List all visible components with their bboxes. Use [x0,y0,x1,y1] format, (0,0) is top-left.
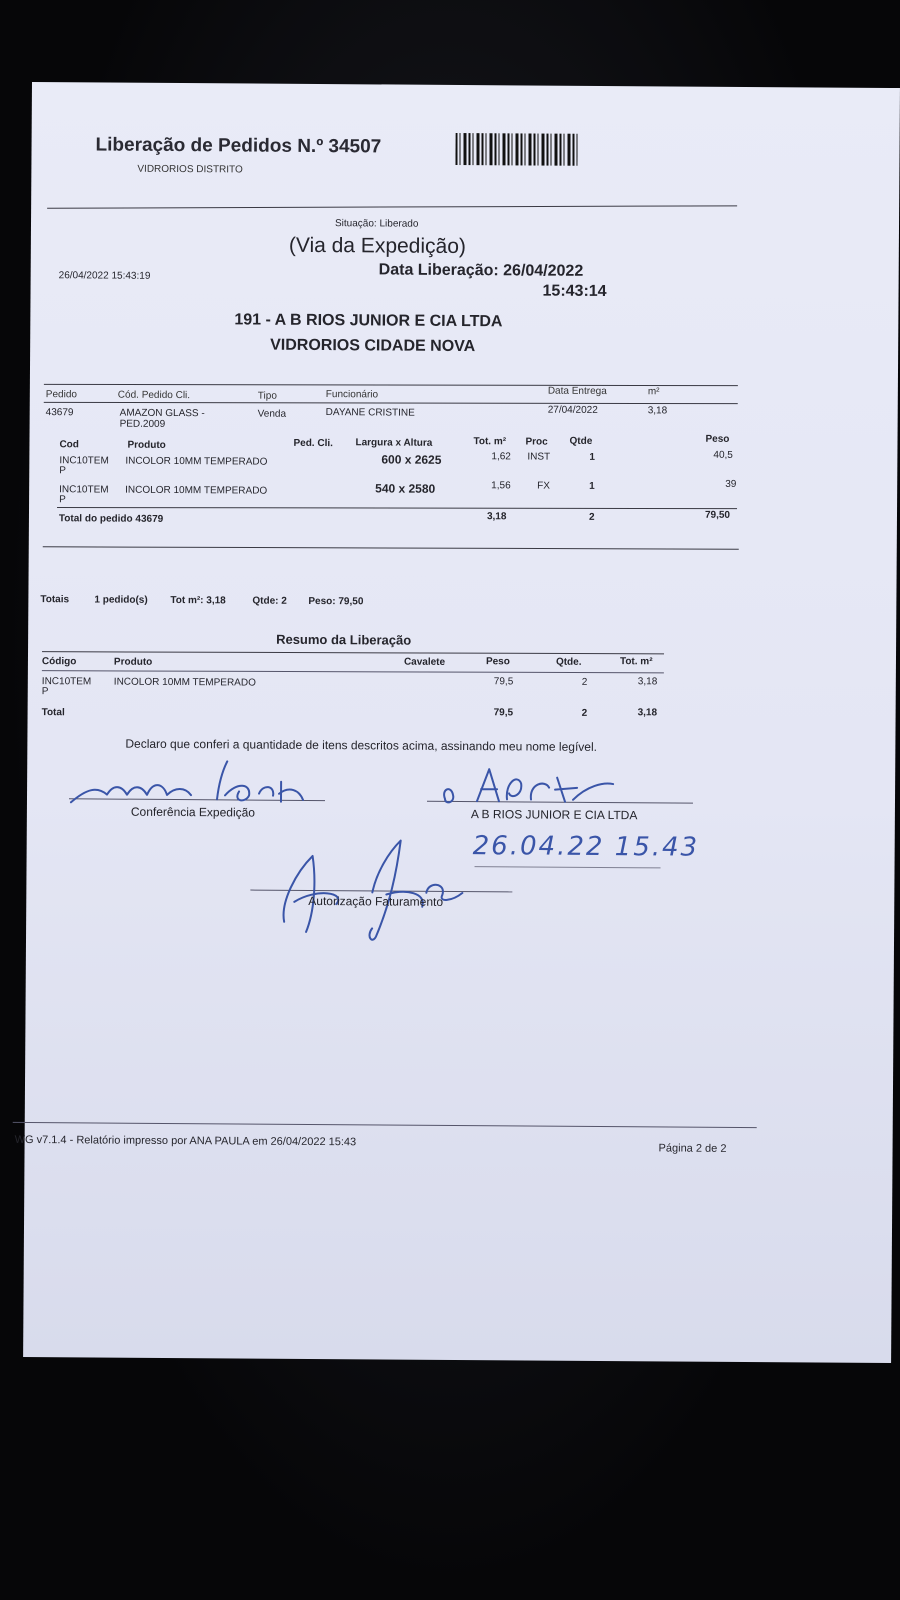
order-type: Venda [257,408,287,420]
conferencia-label: Conferência Expedição [130,804,256,820]
item-col-proc: Proc [525,436,548,448]
summary-col-tot-m2: Tot. m² [619,656,653,668]
summary-col-peso: Peso [485,656,510,668]
summary-total-tot-m2: 3,18 [637,707,658,719]
summary-row-codigo-1: INC10TEM [41,676,92,688]
order-total-peso: 79,50 [704,509,731,521]
item-1-cod-2: P [59,465,66,477]
signature-client [437,753,617,814]
totals-label: Totais [40,594,70,606]
summary-row-tot-m2: 3,18 [637,676,658,688]
document-title: Liberação de Pedidos N.º 34507 [95,134,382,158]
summary-total-qtde: 2 [581,707,588,719]
summary-row-peso: 79,5 [493,676,514,688]
client-branch: VIDRORIOS CIDADE NOVA [270,336,476,356]
summary-total-label: Total [41,707,65,719]
totals-qtde: Qtde: 2 [252,595,287,607]
item-2-dims: 540 x 2580 [375,481,436,496]
col-tipo: Tipo [257,390,277,402]
order-total-label: Total do pedido 43679 [58,513,164,525]
divider [47,205,737,208]
barcode [455,133,577,166]
order-client-code-1: AMAZON GLASS - [119,407,205,420]
signature-autorizacao [276,832,477,943]
release-time: 15:43:14 [542,282,607,301]
item-1-tot-m2: 1,62 [491,451,511,463]
item-1-cod-1: INC10TEM [59,455,109,467]
col-m2: m² [647,386,660,398]
handwritten-datetime: 26.04.22 15.43 [472,831,700,863]
client-name: 191 - A B RIOS JUNIOR E CIA LTDA [234,311,503,331]
handwritten-underline [475,866,661,868]
order-delivery-date: 27/04/2022 [547,404,598,416]
item-2-tot-m2: 1,56 [491,480,511,492]
client-signature-label: A B RIOS JUNIOR E CIA LTDA [470,807,638,823]
summary-col-qtde: Qtde. [555,656,582,668]
item-2-cod-1: INC10TEM [59,484,109,496]
summary-col-cavalete: Cavalete [403,656,446,668]
order-client-code-2: PED.2009 [119,418,166,430]
order-m2: 3,18 [647,405,668,417]
item-col-produto: Produto [127,439,166,451]
summary-col-codigo: Código [41,656,77,668]
situation-label: Situação: Liberado [334,218,419,230]
item-1-peso: 40,5 [713,449,733,461]
item-col-ped-cli: Ped. Cli. [293,437,333,450]
signature-conferencia [67,750,317,812]
autorizacao-label: Autorização Faturamento [308,893,444,909]
order-employee: DAYANE CRISTINE [325,407,415,419]
col-data-entrega: Data Entrega [547,385,607,398]
item-col-cod: Cod [59,439,79,451]
item-col-qtde: Qtde [569,435,593,447]
item-1-dims: 600 x 2625 [381,452,442,467]
item-col-tot-m2: Tot. m² [473,436,507,448]
copy-label: (Via da Expedição) [288,233,467,259]
item-2-qtde: 1 [589,480,595,492]
item-2-product: INCOLOR 10MM TEMPERADO [125,484,268,497]
document-page [14,82,900,1363]
order-total-qtde: 2 [588,511,595,523]
totals-m2: Tot m²: 3,18 [170,594,226,607]
item-1-product: INCOLOR 10MM TEMPERADO [125,455,268,468]
company-name: VIDRORIOS DISTRITO [137,163,243,176]
items-total-divider [57,507,737,509]
summary-top-border [42,651,664,654]
summary-title: Resumo da Liberação [276,631,412,648]
order-total-m2: 3,18 [486,511,507,523]
summary-row-qtde: 2 [581,676,588,688]
totals-pedidos: 1 pedido(s) [94,594,148,606]
table-bottom-border [43,546,739,549]
summary-header-divider [42,670,664,673]
item-1-proc: INST [527,451,551,463]
summary-row-codigo-2: P [41,686,49,698]
item-2-peso: 39 [725,478,737,490]
item-col-peso: Peso [705,433,730,445]
summary-row-produto: INCOLOR 10MM TEMPERADO [113,676,256,689]
col-funcionario: Funcionário [325,389,379,401]
print-datetime: 26/04/2022 15:43:19 [58,270,151,282]
order-number: 43679 [45,407,74,419]
item-2-cod-2: P [59,494,66,506]
col-cod-pedido-cli: Cód. Pedido Cli. [117,389,191,402]
summary-total-peso: 79,5 [493,707,514,719]
declaration-text: Declaro que conferi a quantidade de itens descritos acima, assinando meu nome legível. [125,736,598,754]
totals-peso: Peso: 79,50 [308,595,364,608]
table-top-border [44,384,738,386]
footer-divider [13,1122,757,1128]
summary-col-produto: Produto [113,656,153,668]
item-2-proc: FX [537,480,551,492]
header-divider [44,402,738,404]
col-pedido: Pedido [45,389,77,401]
footer-page-number: Página 2 de 2 [658,1142,727,1155]
release-date: Data Liberação: 26/04/2022 [378,261,584,280]
item-col-dims: Largura x Altura [355,437,433,449]
footer-report-info: WG v7.1.4 - Relatório impresso por ANA PAULA em 26/04/2022 15:43 [14,1133,357,1149]
item-1-qtde: 1 [589,451,595,463]
